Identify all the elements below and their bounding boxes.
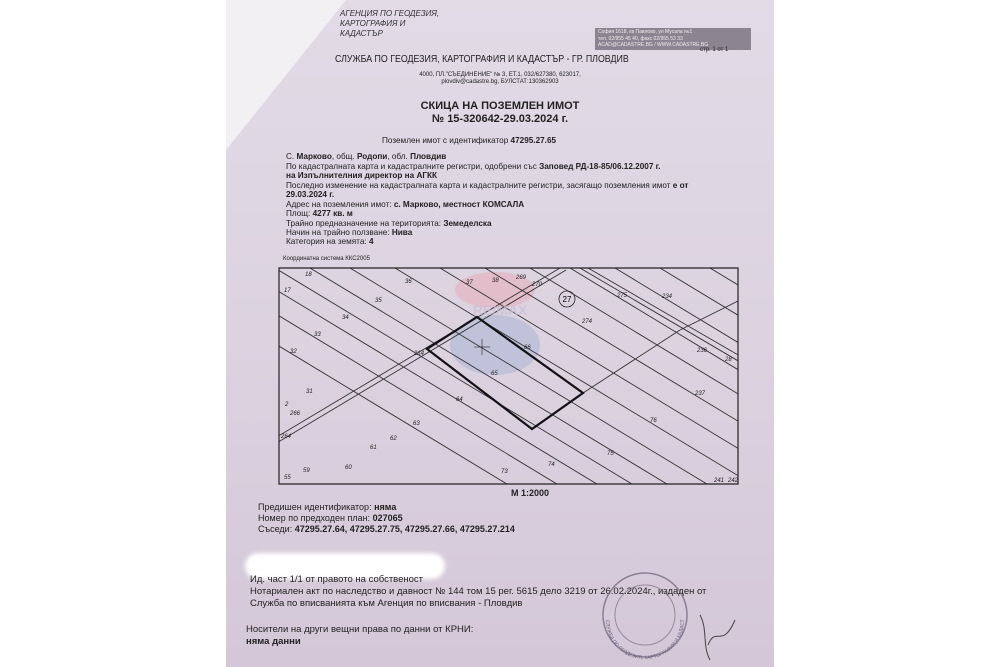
- parcel-label: 64: [456, 397, 463, 403]
- ownership-share: Ид. част 1/1 от правото на собственост: [250, 574, 424, 585]
- sheet-marker: 27: [562, 295, 572, 304]
- label: Номер по предходен план:: [258, 513, 371, 523]
- parcel-label: 34: [342, 315, 349, 321]
- document-number: № 15-320642-29.03.2024 г.: [431, 113, 569, 125]
- document-title: СКИЦА НА ПОЗЕМЛЕН ИМОТ: [420, 100, 580, 112]
- parcel-label: 28: [725, 357, 732, 363]
- parcel-label: 236: [697, 348, 708, 354]
- area: 4277 кв. м: [312, 209, 353, 218]
- office-address: 4000, ПЛ."СЪЕДИНЕНИЕ" № 3, ЕТ.1, 032/627380, 623017,: [419, 72, 581, 78]
- road-line: [580, 268, 740, 362]
- parcel-label: 75: [607, 451, 614, 457]
- contact-line: ACAD@CADASTRE.BG / WWW.CADASTRE.BG: [598, 42, 709, 48]
- label: Последно изменение на кадастралната карта и кадастралните регистри, засягащо поземления имот: [286, 181, 671, 190]
- parcel-label: 275: [617, 293, 628, 299]
- parcel-label: 76: [650, 418, 657, 424]
- parcel-label: 36: [405, 279, 412, 285]
- parcel-address: с. Марково, местност КОМСАЛА: [393, 200, 525, 209]
- watermark: RE/MAX: [472, 302, 528, 318]
- parcel-label: 241: [714, 478, 725, 484]
- parcel-label: 2: [285, 402, 289, 408]
- municipality: Родопи: [356, 152, 388, 161]
- parcel-label: 37: [466, 280, 473, 286]
- service-name: СЛУЖБА ПО ГЕОДЕЗИЯ, КАРТОГРАФИЯ И КАДАСТЪР - ГР. ПЛОВДИВ: [335, 53, 629, 65]
- label: Категория на земята:: [286, 237, 367, 246]
- parcel-boundary: [570, 268, 950, 498]
- label: , обл.: [387, 152, 408, 161]
- agency-logo-text: АГЕНЦИЯ ПО ГЕОДЕЗИЯ, КАРТОГРАФИЯ И КАДАСТЪР: [340, 9, 440, 38]
- parcel-label: 234: [662, 294, 673, 300]
- parcel-label: 214: [414, 351, 425, 357]
- coordinate-system: Координатна система ККС2005: [283, 256, 370, 262]
- parcel-label: 32: [290, 349, 297, 355]
- parcel-label: 237: [695, 391, 706, 397]
- label: Начин на трайно ползване:: [286, 228, 390, 237]
- parcel-label: 270: [532, 282, 543, 288]
- label: По кадастралната карта и кадастралните регистри, одобрени със: [286, 162, 537, 171]
- label: Адрес на поземления имот:: [286, 200, 392, 209]
- map-scale: М 1:2000: [510, 488, 550, 498]
- previous-id: няма: [374, 502, 397, 512]
- contact-line: София 1618, кв Павлово, ул Мусала №1: [598, 29, 693, 35]
- other-rights-label: Носители на други вещни права по данни от КРНИ:: [246, 624, 474, 635]
- parcel-label: 66: [524, 345, 531, 351]
- approval-order: Заповед РД-18-85/06.12.2007 г.: [539, 162, 661, 171]
- label: , общ.: [331, 152, 355, 161]
- parcel-label: 242: [728, 478, 739, 484]
- label: С.: [286, 152, 295, 161]
- last-change-date: 29.03.2024 г.: [286, 190, 335, 199]
- usage: Нива: [391, 228, 413, 237]
- deed-issuer: Служба по вписванията към Агенция по вписвания - Пловдив: [250, 598, 523, 609]
- parcel-boundary: [350, 268, 730, 498]
- purpose: Земеделска: [443, 219, 492, 228]
- label: Трайно предназначение на територията:: [286, 219, 442, 228]
- parcel-label: 55: [284, 475, 291, 481]
- parcel-label: 264: [281, 434, 292, 440]
- parcel-label: 73: [501, 469, 508, 475]
- parcel-label: 65: [491, 371, 498, 377]
- parcel-label: 33: [314, 332, 321, 338]
- parcel-label: 60: [345, 465, 352, 471]
- parcel-boundary: [615, 268, 995, 498]
- parcel-label: 35: [375, 298, 382, 304]
- region: Пловдив: [410, 152, 447, 161]
- parcel-label: 18: [305, 272, 312, 278]
- parcel-label: 269: [516, 275, 527, 281]
- previous-plan: 027065: [372, 513, 403, 523]
- identifier: 47295.27.65: [510, 136, 557, 145]
- neighbors-line: [258, 524, 515, 534]
- parcel-boundary: [395, 268, 775, 498]
- parcel-label: 274: [582, 319, 593, 325]
- office-email: plovdiv@cadastre.bg, БУЛСТАТ:130362903: [441, 79, 559, 85]
- parcel-label: 266: [290, 411, 301, 417]
- contact-line: тел. 02/955 45 40, факс 02/955 53 33: [598, 35, 683, 42]
- parcel-boundary: [660, 268, 1000, 498]
- parcel-boundaries: [150, 268, 1000, 498]
- label: Площ:: [286, 209, 311, 218]
- label: Съседи:: [258, 524, 293, 534]
- previous-plan-line: [258, 513, 403, 523]
- parcel-boundary: [760, 268, 1000, 498]
- parcel-boundary: [485, 268, 865, 498]
- label: Предишен идентификатор:: [258, 502, 372, 512]
- parcel-label: 63: [413, 421, 420, 427]
- previous-id-line: [258, 502, 396, 512]
- category: 4: [368, 237, 374, 246]
- parcel-label: 62: [390, 436, 397, 442]
- parcel-label: 61: [370, 445, 377, 451]
- identifier-label: Поземлен имот с идентификатор: [382, 136, 509, 145]
- road-line: [588, 268, 740, 356]
- ownership-deed: Нотариален акт по наследство и давност № 144 том 15 рег. 5615 дело 3219 от 26.02.2024г., издаден от: [250, 586, 707, 597]
- other-rights: няма данни: [246, 636, 301, 647]
- parcel-boundary: [710, 268, 1000, 498]
- parcel-label: 31: [306, 389, 313, 395]
- parcel-boundary: [530, 268, 910, 498]
- stamp-text: СЛУЖБА ПО ГЕОДЕЗИЯ, КАРТОГРАФИЯ И КАДАСТ: [603, 619, 687, 662]
- label: е от: [672, 181, 689, 190]
- approval-by: на Изпълнителния директор на АГКК: [286, 171, 438, 180]
- village: Марково: [296, 152, 332, 161]
- parcel-label: 74: [548, 462, 555, 468]
- parcel-label: 17: [284, 288, 291, 294]
- parcel-label: 59: [303, 468, 310, 474]
- neighbors: 47295.27.64, 47295.27.75, 47295.27.66, 47295.27.214: [294, 524, 515, 534]
- page-number: стр. 1 от 1: [700, 47, 729, 53]
- parcel-label: 38: [492, 278, 499, 284]
